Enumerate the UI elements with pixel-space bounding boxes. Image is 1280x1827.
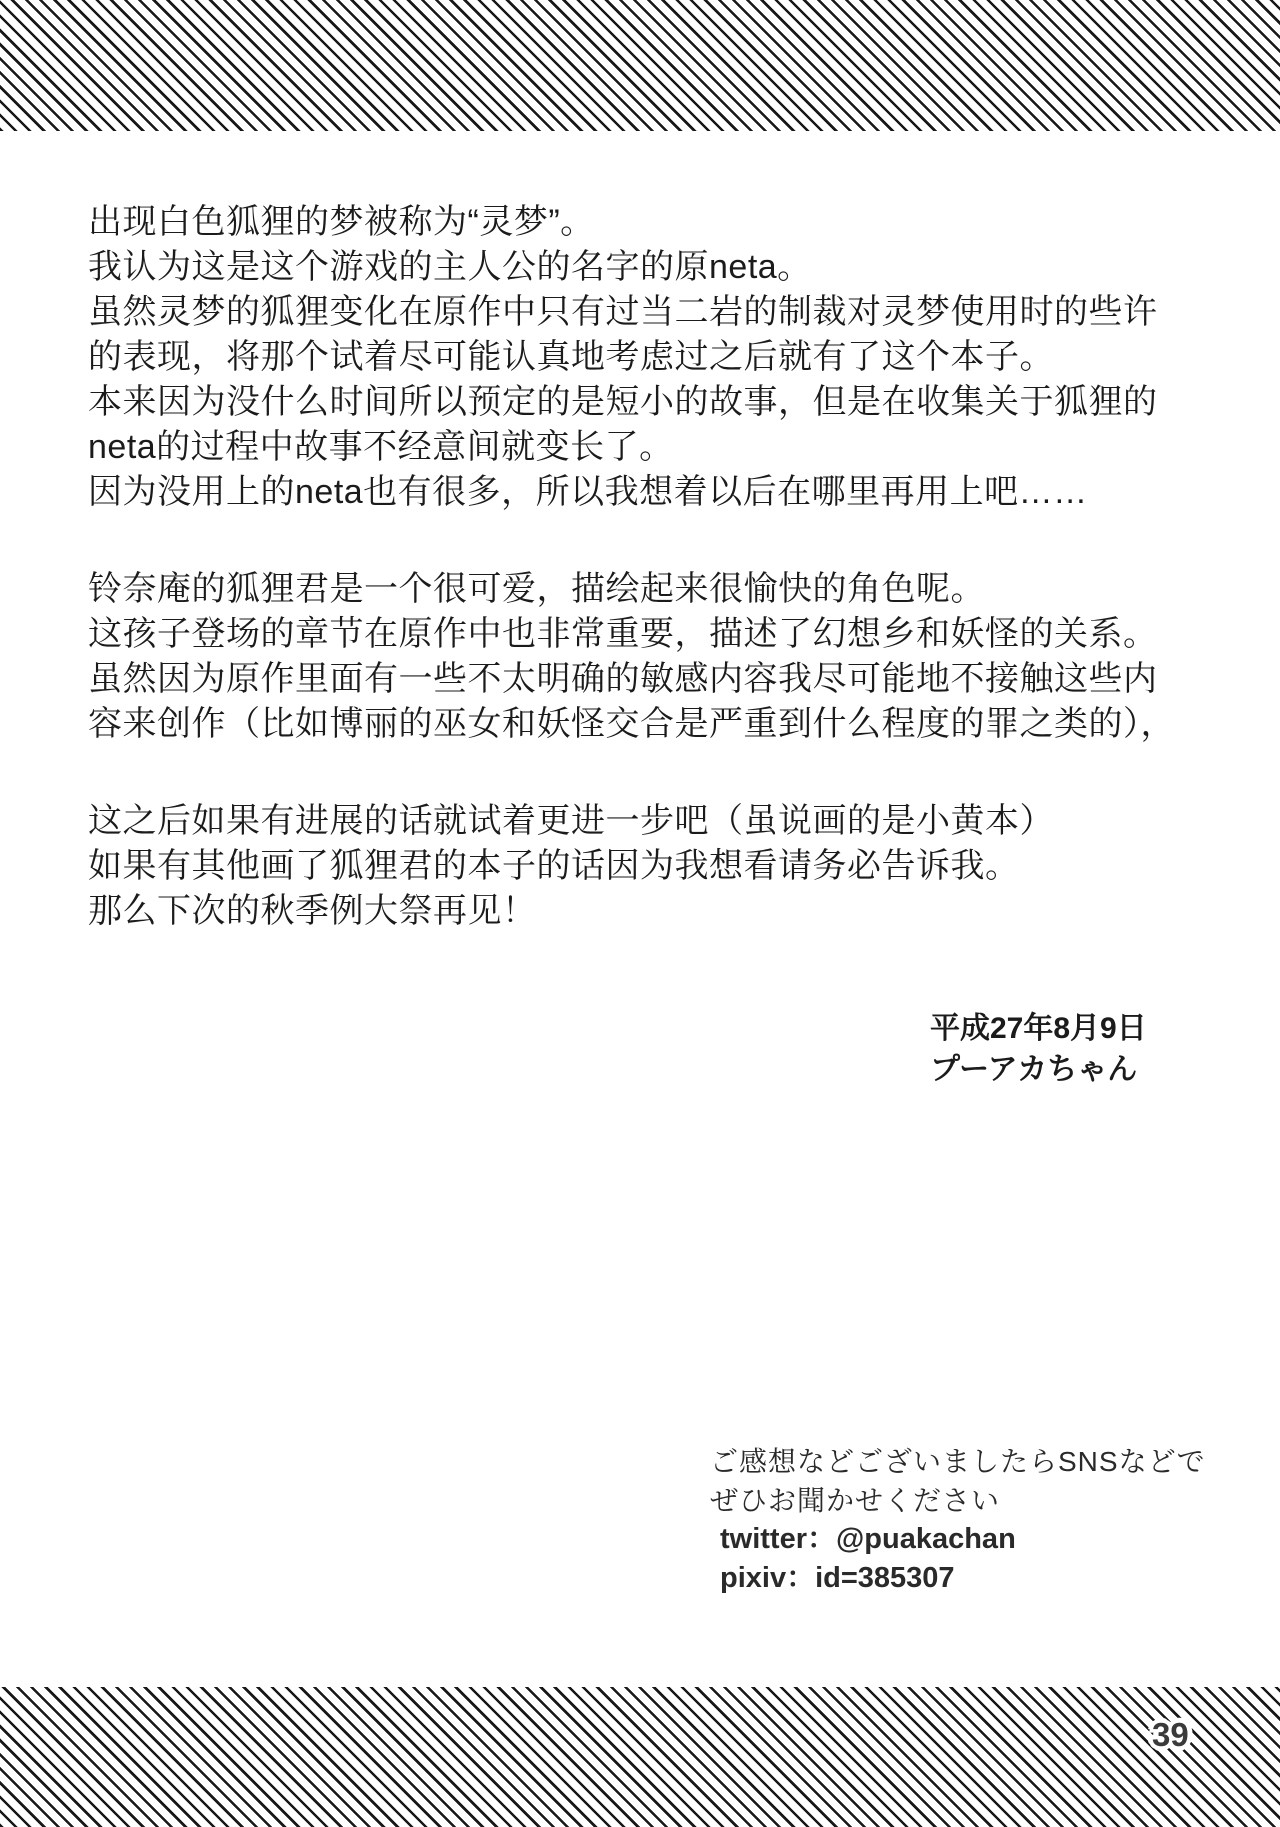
afterword-line: 那么下次的秋季例大祭再见！ bbox=[88, 892, 537, 930]
contact-note-line1: ご感想などございましたらSNSなどで bbox=[710, 1446, 1206, 1477]
contact-block bbox=[710, 1442, 1206, 1598]
afterword-line: neta的过程中故事不经意间就变长了。 bbox=[88, 428, 674, 466]
contact-twitter: twitter：@puakachan bbox=[720, 1523, 1016, 1555]
signature-block bbox=[930, 1008, 1147, 1090]
afterword-line: 我认为这是这个游戏的主人公的名字的原neta。 bbox=[88, 248, 812, 286]
afterword-line: 这之后如果有进展的话就试着更进一步吧（虽说画的是小黄本） bbox=[88, 802, 1054, 840]
bottom-stripe-band bbox=[0, 1687, 1280, 1827]
afterword-line: 本来因为没什么时间所以预定的是短小的故事，但是在收集关于狐狸的 bbox=[88, 383, 1158, 421]
contact-note-line2: ぜひお聞かせください bbox=[710, 1485, 1001, 1516]
afterword-paragraph bbox=[88, 799, 1218, 934]
afterword-line: 的表现，将那个试着尽可能认真地考虑过之后就有了这个本子。 bbox=[88, 338, 1054, 376]
afterword-line: 出现白色狐狸的梦被称为“灵梦”。 bbox=[88, 203, 595, 241]
top-stripe-band bbox=[0, 0, 1280, 131]
afterword-paragraph bbox=[88, 200, 1218, 515]
afterword-line: 虽然灵梦的狐狸变化在原作中只有过当二岩的制裁对灵梦使用时的些许 bbox=[88, 293, 1158, 331]
afterword-text bbox=[88, 200, 1218, 986]
afterword-line: 容来创作（比如博丽的巫女和妖怪交合是严重到什么程度的罪之类的）， bbox=[88, 705, 1175, 743]
page-number: 39 bbox=[1152, 1716, 1189, 1753]
afterword-line: 因为没用上的neta也有很多，所以我想着以后在哪里再用上吧…… bbox=[88, 473, 1088, 511]
contact-pixiv: pixiv：id=385307 bbox=[720, 1562, 955, 1594]
afterword-line: 铃奈庵的狐狸君是一个很可爱，描绘起来很愉快的角色呢。 bbox=[88, 570, 985, 608]
afterword-paragraph bbox=[88, 567, 1218, 747]
signature-date: 平成27年8月9日 bbox=[930, 1012, 1147, 1045]
afterword-line: 这孩子登场的章节在原作中也非常重要，描述了幻想乡和妖怪的关系。 bbox=[88, 615, 1158, 653]
signature-author: プーアカちゃん bbox=[930, 1053, 1138, 1086]
afterword-line: 虽然因为原作里面有一些不太明确的敏感内容我尽可能地不接触这些内 bbox=[88, 660, 1158, 698]
afterword-line: 如果有其他画了狐狸君的本子的话因为我想看请务必告诉我。 bbox=[88, 847, 1020, 885]
